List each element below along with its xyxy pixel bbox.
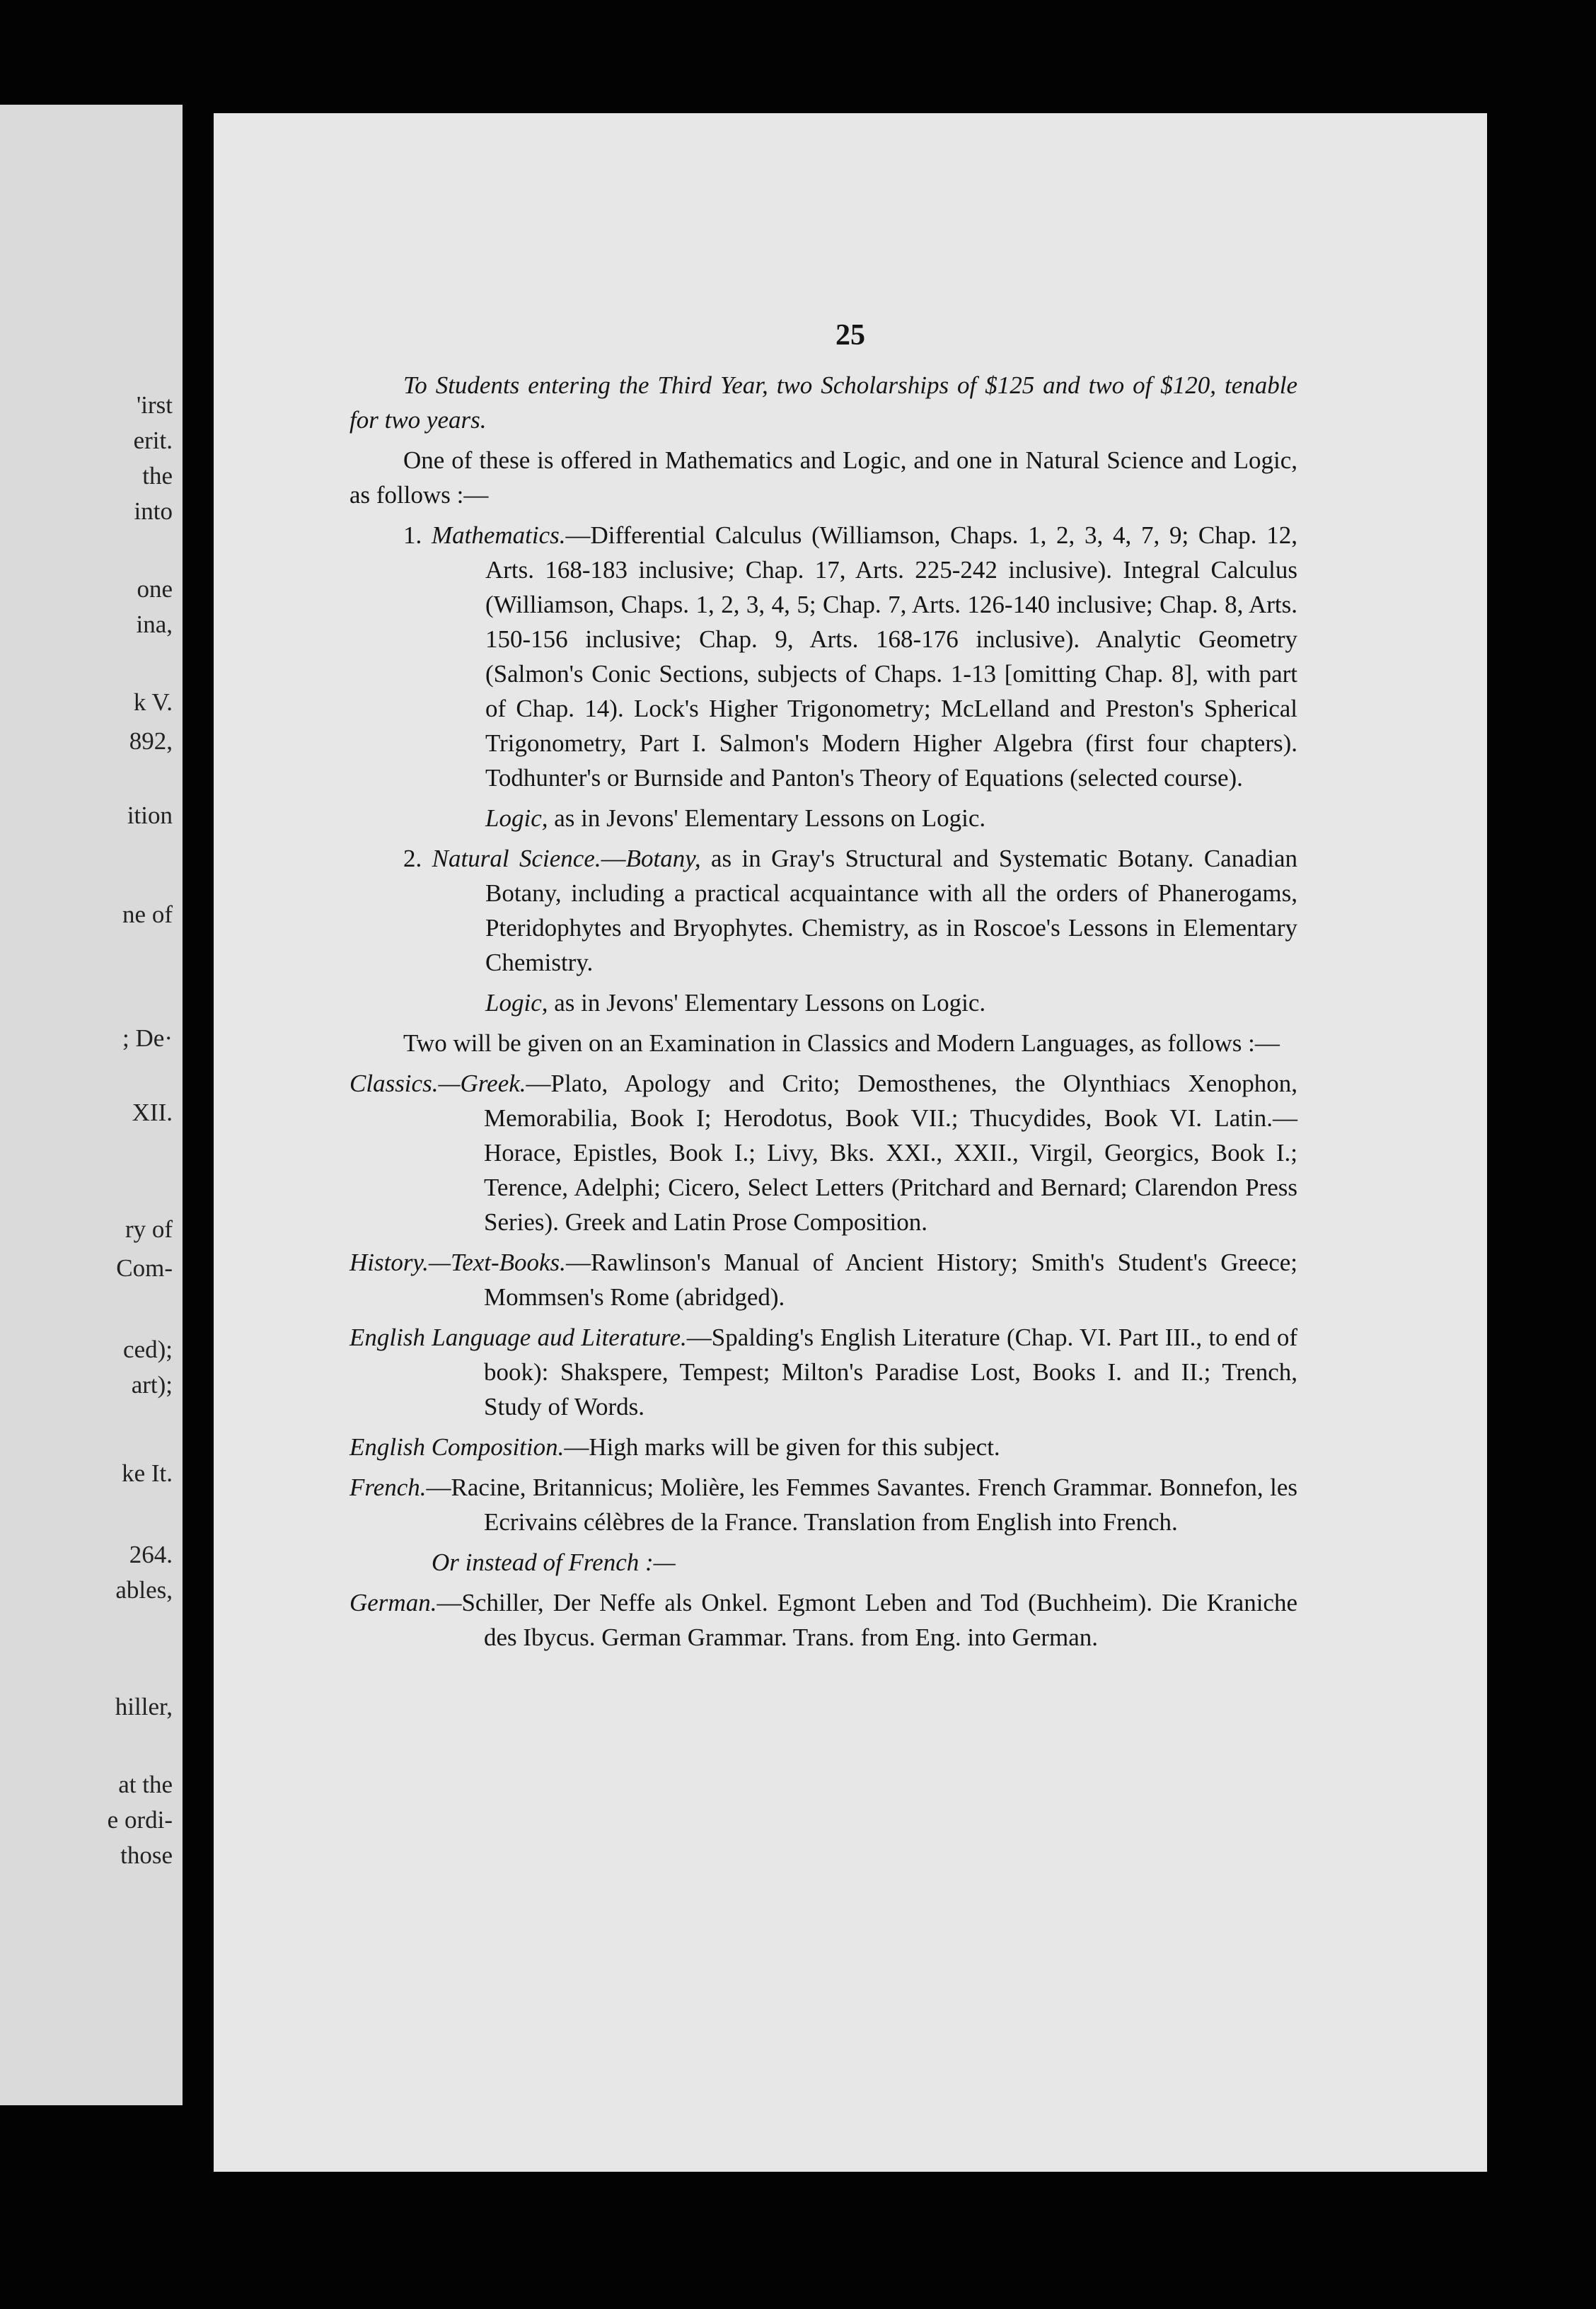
facing-line: one: [137, 575, 173, 603]
facing-line: ables,: [115, 1576, 173, 1604]
natural-science-logic: [349, 985, 1297, 1020]
german-heading: German.: [349, 1589, 437, 1616]
facing-line: those: [120, 1841, 173, 1869]
item-text: —Differential Calculus (Williamson, Chaps. 1, 2, 3, 4, 7, 9; Chap. 12, Arts. 168-183 inclusive; Chap. 17, Arts. 225-242 inclusive). Integral Calculus (Williamson, Chaps. 1, 2, 3, 4, 5; Chap. 7, Arts. 126-140 inclusive; Chap. 8, Arts. 150-156 inclusive; Chap. 9, Arts. 168-176 inclusive). Analytic Geometry (Salmon's Conic Sections, subjects of Chaps. 1-13 [omitting Chap. 8], with part of Chap. 14). Lock's Higher Trigonometry; McLelland and Preston's Spherical Trigonometry, Part I. Salmon's Modern Higher Algebra (first four chapters). Todhunter's or Burnside and Panton's Theory of Equations (selected course).: [485, 521, 1298, 792]
facing-line: hiller,: [115, 1693, 173, 1720]
item-dash: —: [601, 845, 626, 872]
subject-heading: History.—Text-Books.: [349, 1249, 566, 1276]
document-page: [214, 113, 1487, 2172]
german-entry: [349, 1585, 1297, 1655]
or-instead-line: Or instead of French :—: [432, 1549, 676, 1576]
natural-science-item: [349, 841, 1297, 980]
subject-entry: [349, 1320, 1297, 1424]
logic-label: Logic,: [485, 989, 548, 1017]
facing-line: at the: [118, 1771, 173, 1798]
classics-intro: Two will be given on an Examination in Classics and Modern Languages, as follows :—: [403, 1029, 1280, 1057]
subject-entry: [349, 1430, 1297, 1464]
facing-line: ced);: [123, 1336, 173, 1363]
facing-line: ition: [127, 802, 173, 829]
subject-entry: [349, 1470, 1297, 1539]
logic-label: Logic,: [485, 804, 548, 832]
page-body: [349, 368, 1297, 1660]
facing-line: ry of: [125, 1215, 173, 1243]
subject-text: —High marks will be given for this subject.: [564, 1433, 1000, 1461]
mathematics-logic: [349, 801, 1297, 835]
subject-text: —Racine, Britannicus; Molière, les Femmes Savantes. French Grammar. Bonnefon, les Ecrivains célèbres de la France. Translation from English into French.: [426, 1474, 1297, 1536]
facing-line: ina,: [136, 610, 173, 638]
subject-entry: [349, 1245, 1297, 1314]
facing-line: ; De·: [122, 1024, 173, 1052]
facing-line: Com-: [116, 1254, 173, 1282]
facing-line: ke It.: [122, 1459, 173, 1487]
logic-text: as in Jevons' Elementary Lessons on Logic.: [548, 989, 986, 1017]
facing-line: e ordi-: [107, 1806, 173, 1834]
subject-text: —Spalding's English Literature (Chap. VI. Part III., to end of book): Shakspere, Tempest; Milton's Paradise Lost, Books I. and II.; Trench, Study of Words.: [484, 1324, 1297, 1420]
facing-line: into: [134, 497, 173, 525]
subject-entry: [349, 1066, 1297, 1239]
facing-line: 'irst: [136, 391, 173, 419]
subject-heading: Classics.—Greek.: [349, 1070, 526, 1097]
item-text: as in Gray's Structural and Systematic Botany. Canadian Botany, including a practical acquaintance with all the orders of Phanerogams, Pteridophytes and Bryophytes. Chemistry, as in Roscoe's Lessons in Elementary Chemistry.: [485, 845, 1298, 976]
facing-line: k V.: [133, 688, 173, 716]
scholarship-description: One of these is offered in Mathematics and Logic, and one in Natural Science and Logic, as follows :—: [349, 446, 1297, 509]
item-number: 1.: [403, 521, 422, 549]
facing-line: art);: [131, 1371, 173, 1399]
item-number: 2.: [403, 845, 422, 872]
mathematics-item: [349, 518, 1297, 795]
facing-line: 264.: [129, 1541, 173, 1568]
botany-heading: Botany,: [625, 845, 701, 872]
facing-line: XII.: [132, 1099, 173, 1126]
subject-text: —Plato, Apology and Crito; Demosthenes, the Olynthiacs Xenophon, Memorabilia, Book I; Herodotus, Book VII.; Thucydides, Book VI. Latin.—Horace, Epistles, Book I.; Livy, Bks. XXI., XXII., Virgil, Georgics, Book I.; Terence, Adelphi; Cicero, Select Letters (Pritchard and Bernard; Clarendon Press Series). Greek and Latin Prose Composition.: [484, 1070, 1297, 1236]
subject-text: —Rawlinson's Manual of Ancient History; Smith's Student's Greece; Mommsen's Rome (abridged).: [484, 1249, 1297, 1311]
subject-heading: English Language aud Literature.: [349, 1324, 687, 1351]
german-text: —Schiller, Der Neffe als Onkel. Egmont Leben and Tod (Buchheim). Die Kraniche des Ibycus. German Grammar. Trans. from Eng. into German.: [436, 1589, 1297, 1651]
page-number: 25: [835, 319, 865, 352]
facing-line: erit.: [133, 427, 173, 454]
item-heading: Natural Science.: [432, 845, 601, 872]
scholarship-heading: To Students entering the Third Year, two Scholarships of $125 and two of $120, tenable for two years.: [349, 371, 1297, 434]
logic-text: as in Jevons' Elementary Lessons on Logic.: [548, 804, 986, 832]
facing-line: ne of: [122, 901, 173, 928]
facing-line: the: [142, 462, 173, 490]
facing-page-edge: [0, 105, 183, 2105]
item-heading: Mathematics.: [431, 521, 566, 549]
subject-heading: French.: [349, 1474, 427, 1501]
subject-heading: English Composition.: [349, 1433, 565, 1461]
facing-line: 892,: [129, 727, 173, 755]
